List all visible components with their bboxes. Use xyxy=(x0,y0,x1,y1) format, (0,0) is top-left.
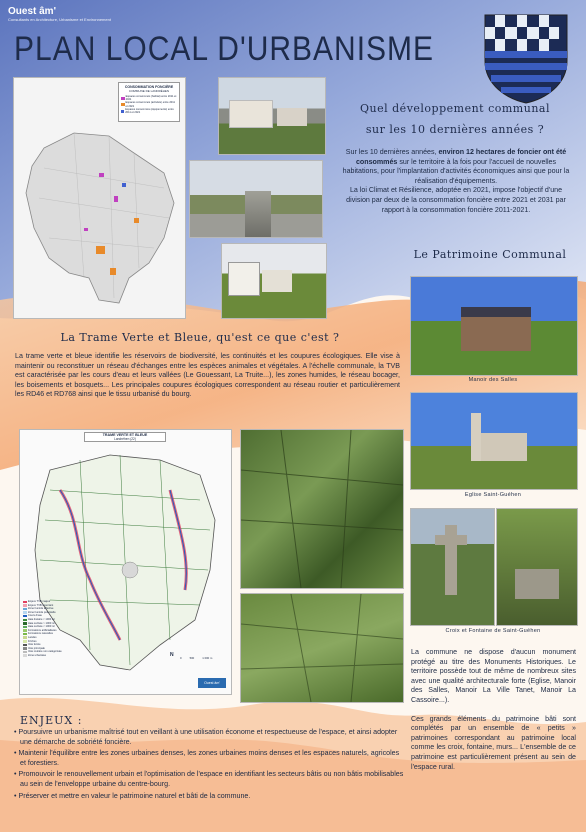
legend-label: Haie surface > 1000 m² xyxy=(28,621,56,625)
church-nave xyxy=(481,433,527,461)
enjeux-item-text: Poursuivre un urbanisme maîtrisé tout en veillant à une utilisation économe et respectueuse de l'espace, et ainsi adopter une démarche de sobriété foncière. xyxy=(18,728,398,746)
legend-label: Haie surface < 1000 m² xyxy=(28,625,56,629)
legend-swatch xyxy=(23,644,27,647)
legend-swatch xyxy=(23,651,27,654)
legend-label: Voie ferrée xyxy=(28,643,41,647)
aerial-field-lines xyxy=(241,594,403,702)
scale-label: 0 xyxy=(180,656,182,660)
enjeux-item: • Promouvoir le renouvellement urbain et l'optimisation de l'espace en identifiant les secteurs bâtis ou non bâtis mobilisables au sein de l'enveloppe urbaine du centre-bourg. xyxy=(14,770,404,788)
legend-label: Espaces consommés (habitat) entre 2011 et 2021 xyxy=(125,95,177,102)
section-dev-text xyxy=(341,148,571,215)
legend-swatch xyxy=(121,97,125,100)
enjeux-list xyxy=(14,728,404,801)
caption-manoir: Manoir des Salles xyxy=(468,377,518,383)
enjeux-item-text: Maintenir l'équilibre entre les zones urbaines denses, les zones urbaines moins denses et les espaces naturels, agricoles et forestiers. xyxy=(18,749,400,767)
cross-arm xyxy=(435,535,467,545)
legend-swatch xyxy=(23,647,27,650)
map-logo-badge: Ouest âm' xyxy=(198,678,226,688)
legend-label: Cours d'eau xyxy=(28,614,42,618)
legend-swatch xyxy=(23,636,27,639)
map-legend-box xyxy=(118,82,180,122)
legend-swatch xyxy=(121,110,124,113)
legend-label: Espaces consommés (équipements) entre 2011 et 2021 xyxy=(125,107,174,115)
photo-new-houses-1 xyxy=(218,77,326,155)
manor-shape xyxy=(461,307,531,351)
land-consumption-map xyxy=(13,77,186,319)
patrimoine-p1: La commune ne dispose d'aucun monument protégé au titre des Monuments Historiques. Le territoire possède tout de même de nombreux sites avec une qualité architecturale forte (Eglise, Manoir des Salles, Manoir La Ville Tanet, Manoir La Cassoire...). xyxy=(411,648,576,704)
legend-label: Espaces consommés (activités) entre 2011 et 2021 xyxy=(125,101,175,108)
legend-swatch xyxy=(23,626,27,629)
map2-heading: TRAME VERTE ET BLEUE xyxy=(102,433,148,437)
legend-swatch xyxy=(23,611,27,614)
legend-label: Haie linéaire < 1000 m² xyxy=(28,617,55,621)
legend-swatch xyxy=(23,608,27,611)
road-shape xyxy=(245,191,271,237)
photo-manoir-des-salles xyxy=(410,276,578,376)
legend-label: Voie principale xyxy=(28,646,45,650)
caption-eglise: Eglise Saint-Guéhen xyxy=(464,492,522,498)
legend-item xyxy=(121,108,177,114)
section-dev-heading xyxy=(345,102,565,136)
map2-subheading: Landréhen (22) xyxy=(114,437,136,441)
legend-swatch xyxy=(23,615,27,618)
photo-eglise-saint-guehen xyxy=(410,392,578,490)
legend-label: Voie routière non catégorisée xyxy=(28,650,62,654)
logo-text: Ouest âm' xyxy=(8,6,56,17)
house-shape xyxy=(229,100,273,128)
legend-label: Zone humide effective xyxy=(28,607,54,611)
photo-new-houses-2 xyxy=(221,243,327,319)
page-title: PLAN LOCAL D'URBANISME xyxy=(14,30,435,68)
patrimoine-text xyxy=(411,648,576,772)
enjeux-item: • Poursuivre un urbanisme maîtrisé tout en veillant à une utilisation économe et respectueuse de l'espace, et ainsi adopter une démarche de sobriété foncière. xyxy=(14,728,398,746)
photo-fontaine xyxy=(496,508,578,626)
enjeux-item: • Maintenir l'équilibre entre les zones urbaines denses, les zones urbaines moins denses et les espaces naturels, agricoles et forestiers. xyxy=(14,749,400,767)
enjeux-item-text: Promouvoir le renouvellement urbain et l'optimisation de l'espace en identifiant les secteurs bâtis ou non bâtis mobilisables au sein de l'enveloppe urbaine du centre-bourg. xyxy=(18,770,404,788)
photo-street-walkers xyxy=(189,160,323,238)
section-tvb-heading: La Trame Verte et Bleue, qu'est ce que c'est ? xyxy=(60,331,340,344)
enjeux-item-text: Préserver et mettre en valeur le patrimoine naturel et bâti de la commune. xyxy=(18,791,251,800)
legend-swatch xyxy=(23,629,27,632)
aerial-photo-bocage xyxy=(240,429,404,589)
north-arrow-icon: N xyxy=(170,652,174,658)
legend-label: Zone urbanisée xyxy=(28,653,47,657)
legend-label: Zone humide potentielle xyxy=(28,610,56,614)
legend-swatch xyxy=(121,103,125,106)
enjeux-heading: ENJEUX : xyxy=(20,714,83,727)
house-shape xyxy=(228,262,260,296)
tvb-map xyxy=(19,429,232,695)
map1-heading: CONSOMMATION FONCIÈRE xyxy=(124,85,174,89)
photo-croix xyxy=(410,508,495,626)
legend-swatch xyxy=(23,622,27,625)
legend-label: Formations artificialisées xyxy=(28,628,57,632)
legend-label: Enjeux TVB important xyxy=(28,603,54,607)
section-patrimoine-heading: Le Patrimoine Communal xyxy=(413,248,567,261)
scale-label: 500 xyxy=(189,656,195,660)
scale-label: 1 000 m xyxy=(202,656,213,660)
dev-p1-bold: environ 12 hectares de foncier ont été consommés xyxy=(355,148,567,166)
dev-p2: La loi Climat et Résilience, adoptée en 2021, impose l'objectif d'une division par deux de la consommation foncière entre 2021 et 2031 par rapport à la consommation foncière 2011-2021. xyxy=(346,186,566,214)
legend-label: Landes xyxy=(28,635,37,639)
map1-subheading: COMMUNE DE LANDRÉHEN xyxy=(128,89,170,93)
legend-item xyxy=(23,654,85,658)
legend-swatch xyxy=(23,654,27,657)
dev-p1-end: sur le territoire à la fois pour l'accueil de nouvelles habitations, pour l'implantation d'activités économiques ainsi que pour la réalisation d'équipements. xyxy=(342,157,570,185)
legend-swatch xyxy=(23,604,27,607)
legend-swatch xyxy=(23,601,27,604)
legend-label: Friches xyxy=(28,639,37,643)
house-shape xyxy=(262,270,292,292)
logo-subtitle: Consultants en Architecture, Urbanisme et Environnement xyxy=(8,17,111,22)
legend-swatch xyxy=(23,619,27,622)
caption-croix-fontaine: Croix et Fontaine de Saint-Guéhen xyxy=(445,628,541,634)
patrimoine-p2: Ces grands éléments du patrimoine bâti sont complétés par un ensemble de « petits » patrimoines correspondant au patrimoine local comme les croix, fontaine, murs... L'ensemble de ce patrimoine est particulièrement présent au sein de l'espace rural. xyxy=(411,714,576,771)
legend-swatch xyxy=(23,633,27,636)
legend-label: Enjeux TVB majeur xyxy=(28,600,51,603)
brand-logo xyxy=(8,6,111,22)
map2-legend xyxy=(23,600,85,658)
tvb-text: La trame verte et bleue identifie les réservoirs de biodiversité, les continuités et les coupures écologiques. Elle vise à maintenir ou reconstituer un réseau d'échanges entre les espèces animales et végétales. A l'échelle communale, la TVB est caractérisée par les cours d'eau et leurs vallées (Le Gouessant, La Truite...), les zones humides, le réseau bocager, les boisements et bosquets... Les principales coupures écologiques correspondent au réseau routier et particulièrement les RD46 et RD768 ainsi que le tissu urbanisé du bourg. xyxy=(15,352,400,399)
aerial-field-lines xyxy=(241,430,403,588)
aerial-photo-bourg xyxy=(240,593,404,703)
fountain-shape xyxy=(515,569,559,599)
legend-swatch xyxy=(23,640,27,643)
dev-p1-start: Sur les 10 dernières années, xyxy=(345,148,439,156)
church-tower xyxy=(471,413,481,461)
enjeux-item: • Préserver et mettre en valeur le patrimoine naturel et bâti de la commune. xyxy=(14,791,251,800)
section-dev-heading-line1: Quel développement communal xyxy=(360,102,550,115)
house-shape xyxy=(277,108,307,126)
legend-label: Formations naturelles xyxy=(28,632,53,636)
section-dev-heading-line2: sur les 10 dernières années ? xyxy=(365,123,545,136)
scale-bar xyxy=(180,656,212,660)
coat-of-arms-icon xyxy=(483,13,569,105)
